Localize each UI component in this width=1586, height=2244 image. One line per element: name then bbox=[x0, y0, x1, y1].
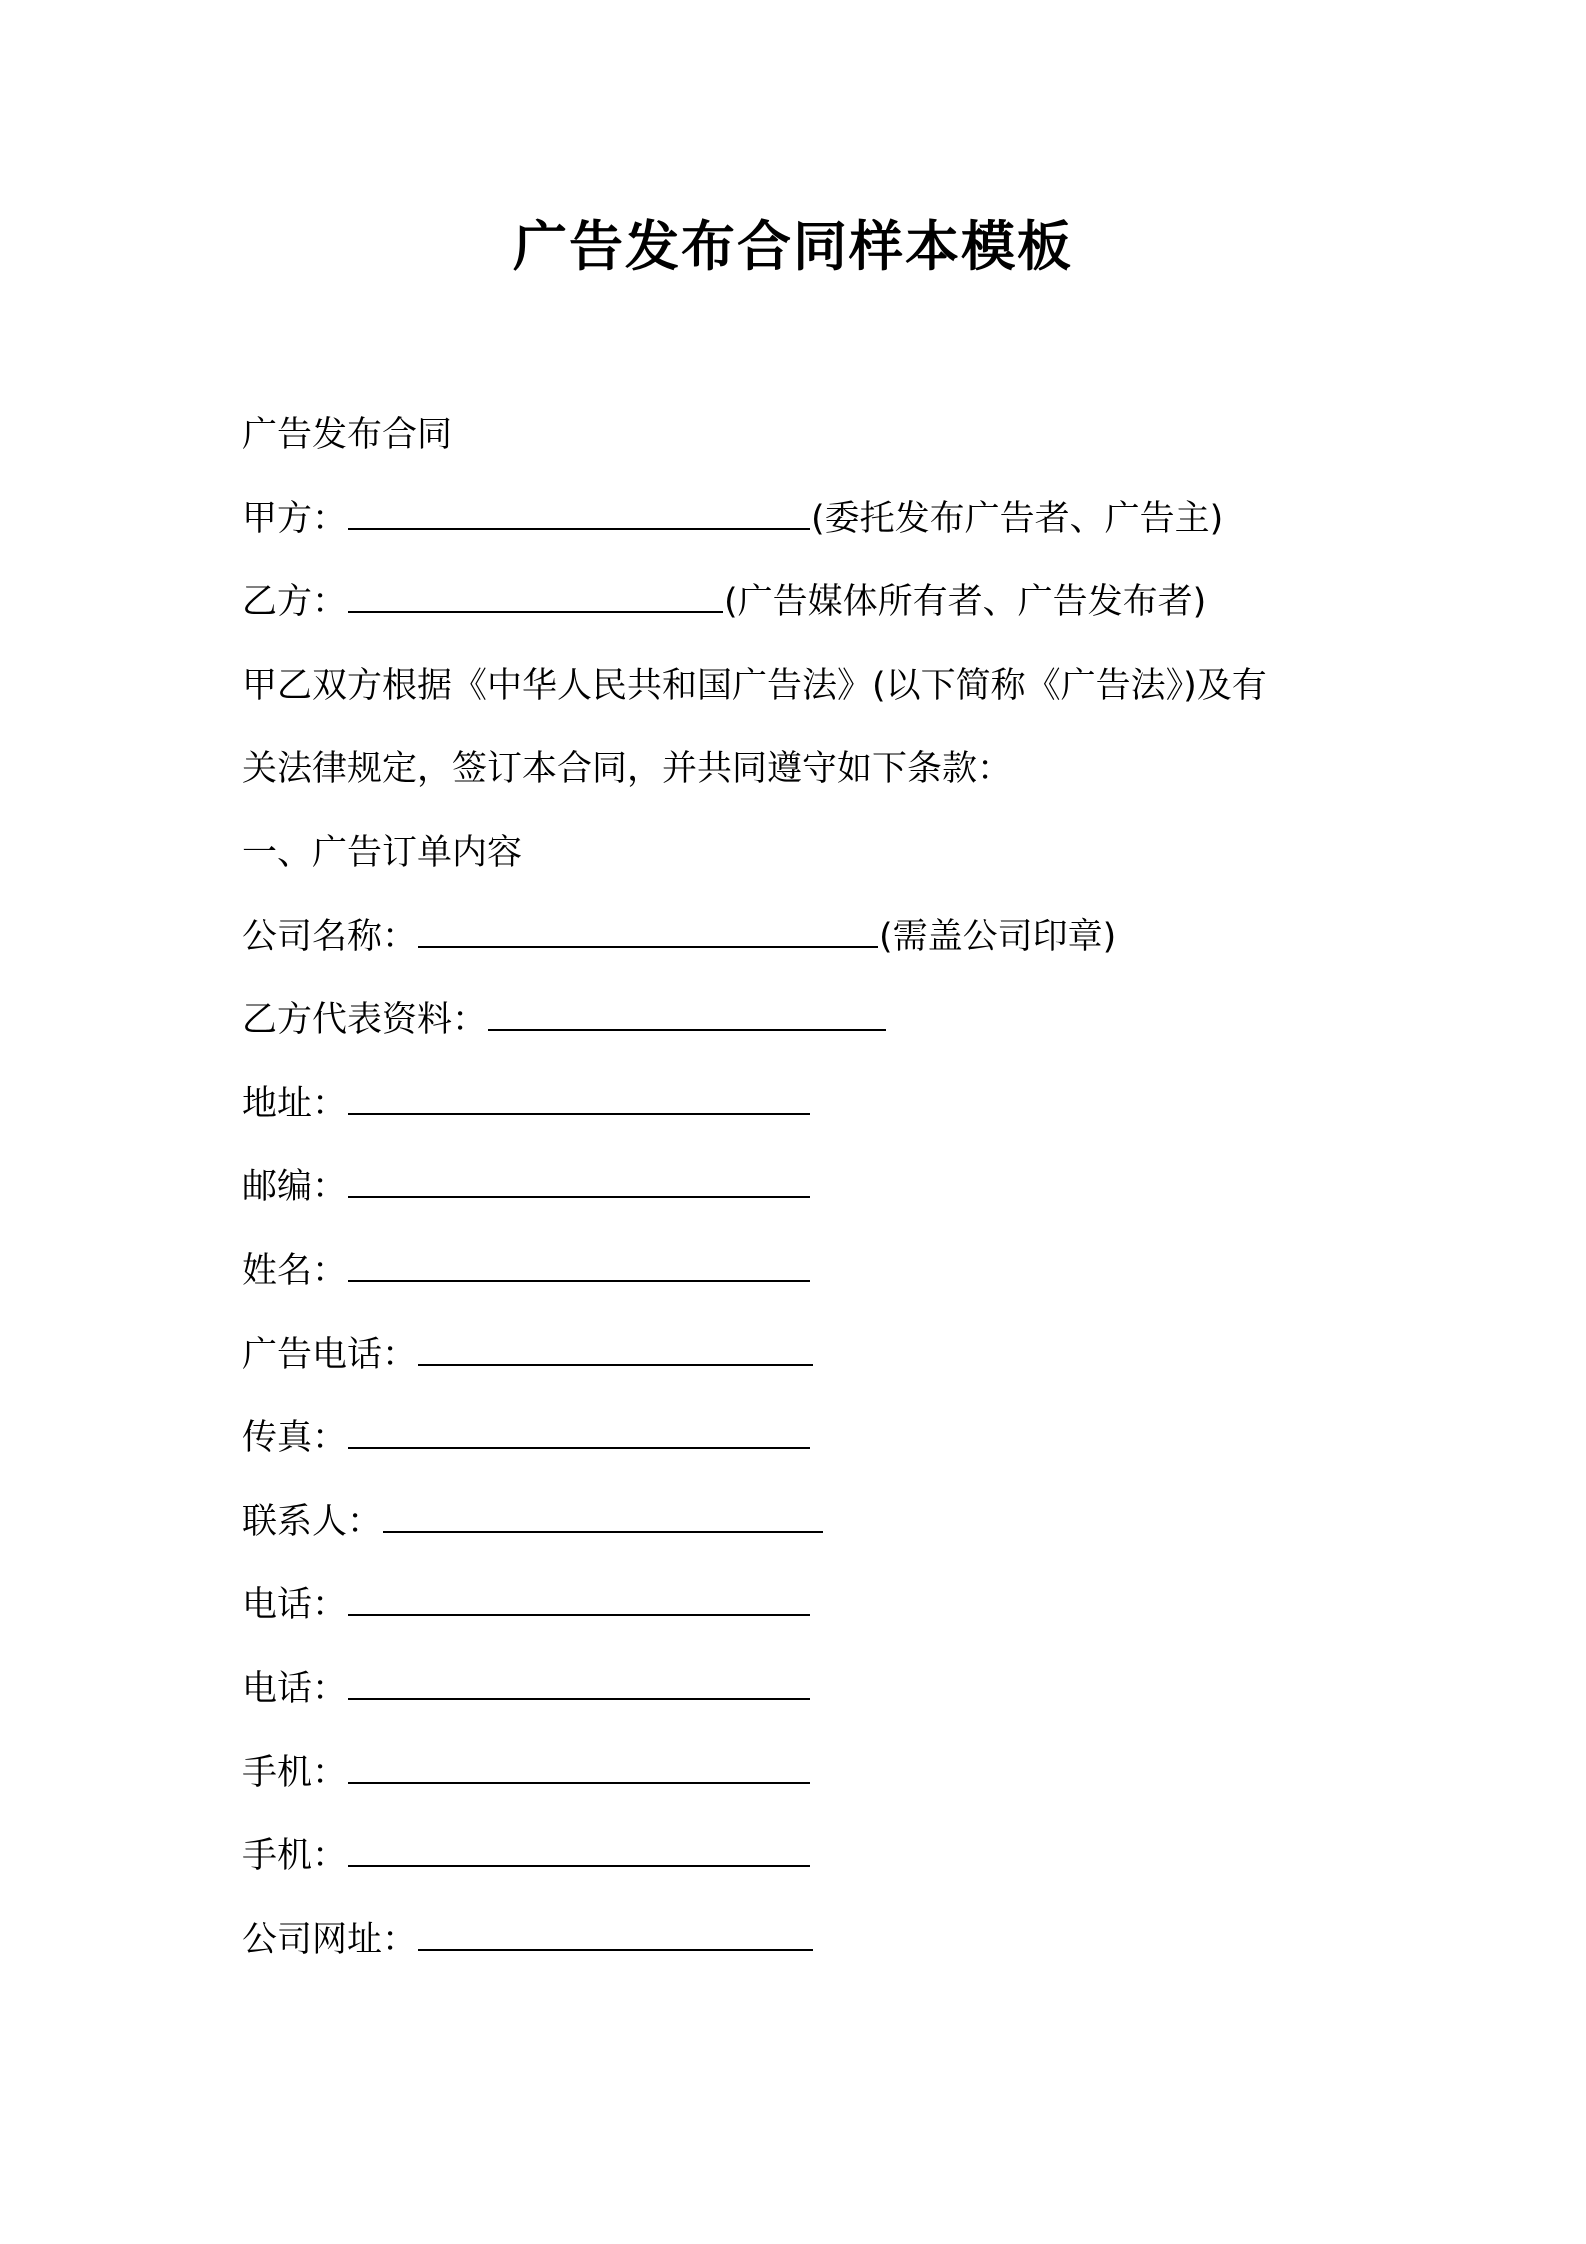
party-a-line bbox=[242, 489, 1362, 573]
party-b-label: 乙方： bbox=[242, 582, 348, 623]
intro-line-2: 关法律规定，签订本合同，并共同遵守如下条款： bbox=[242, 749, 1013, 790]
field-line bbox=[242, 1325, 1362, 1409]
field-label: 手机： bbox=[242, 1752, 348, 1793]
field-label: 联系人： bbox=[242, 1501, 383, 1542]
field-label: 乙方代表资料： bbox=[242, 1000, 488, 1041]
field-line bbox=[242, 1074, 1362, 1158]
field-line bbox=[242, 1743, 1362, 1827]
field-blank[interactable] bbox=[348, 1744, 810, 1784]
field-label: 手机： bbox=[242, 1836, 348, 1877]
document-body bbox=[242, 405, 1362, 1993]
field-blank[interactable] bbox=[348, 1158, 810, 1198]
party-b-line bbox=[242, 572, 1362, 656]
field-blank[interactable] bbox=[348, 1075, 810, 1115]
field-line bbox=[242, 1408, 1362, 1492]
field-blank[interactable] bbox=[348, 1409, 810, 1449]
field-blank[interactable] bbox=[418, 1326, 813, 1366]
party-a-note: (委托发布广告者、广告主) bbox=[811, 498, 1224, 539]
field-line bbox=[242, 1157, 1362, 1241]
field-label: 地址： bbox=[242, 1083, 348, 1124]
party-a-blank[interactable] bbox=[348, 490, 810, 530]
company-name-note: (需盖公司印章) bbox=[879, 916, 1117, 957]
field-label: 电话： bbox=[242, 1668, 348, 1709]
contract-heading: 广告发布合同 bbox=[242, 415, 453, 455]
field-line bbox=[242, 1575, 1362, 1659]
party-b-blank[interactable] bbox=[348, 573, 723, 613]
company-name-line bbox=[242, 907, 1362, 991]
field-blank[interactable] bbox=[383, 1493, 823, 1533]
intro-line-1: 甲乙双方根据《中华人民共和国广告法》(以下简称《广告法》)及有 bbox=[242, 665, 1267, 706]
party-b-note: (广告媒体所有者、广告发布者) bbox=[724, 582, 1207, 623]
field-blank[interactable] bbox=[348, 1660, 810, 1700]
field-line bbox=[242, 1826, 1362, 1910]
document-title: 广告发布合同样本模板 bbox=[513, 215, 1073, 278]
field-line bbox=[242, 1492, 1362, 1576]
section-1-title: 一、广告订单内容 bbox=[242, 832, 523, 873]
field-blank[interactable] bbox=[348, 1827, 810, 1867]
field-line bbox=[242, 990, 1362, 1074]
field-line bbox=[242, 1910, 1362, 1994]
field-blank[interactable] bbox=[418, 1911, 813, 1951]
field-line bbox=[242, 1241, 1362, 1325]
field-label: 姓名： bbox=[242, 1250, 348, 1291]
field-blank[interactable] bbox=[348, 1576, 810, 1616]
field-blank[interactable] bbox=[348, 1242, 810, 1282]
field-label: 邮编： bbox=[242, 1167, 348, 1208]
field-blank[interactable] bbox=[488, 991, 886, 1031]
field-label: 公司网址： bbox=[242, 1919, 418, 1960]
party-a-label: 甲方： bbox=[242, 498, 348, 539]
company-name-blank[interactable] bbox=[418, 908, 878, 948]
field-label: 广告电话： bbox=[242, 1334, 418, 1375]
field-label: 电话： bbox=[242, 1585, 348, 1626]
company-name-label: 公司名称： bbox=[242, 916, 418, 957]
field-line bbox=[242, 1659, 1362, 1743]
field-label: 传真： bbox=[242, 1418, 348, 1459]
